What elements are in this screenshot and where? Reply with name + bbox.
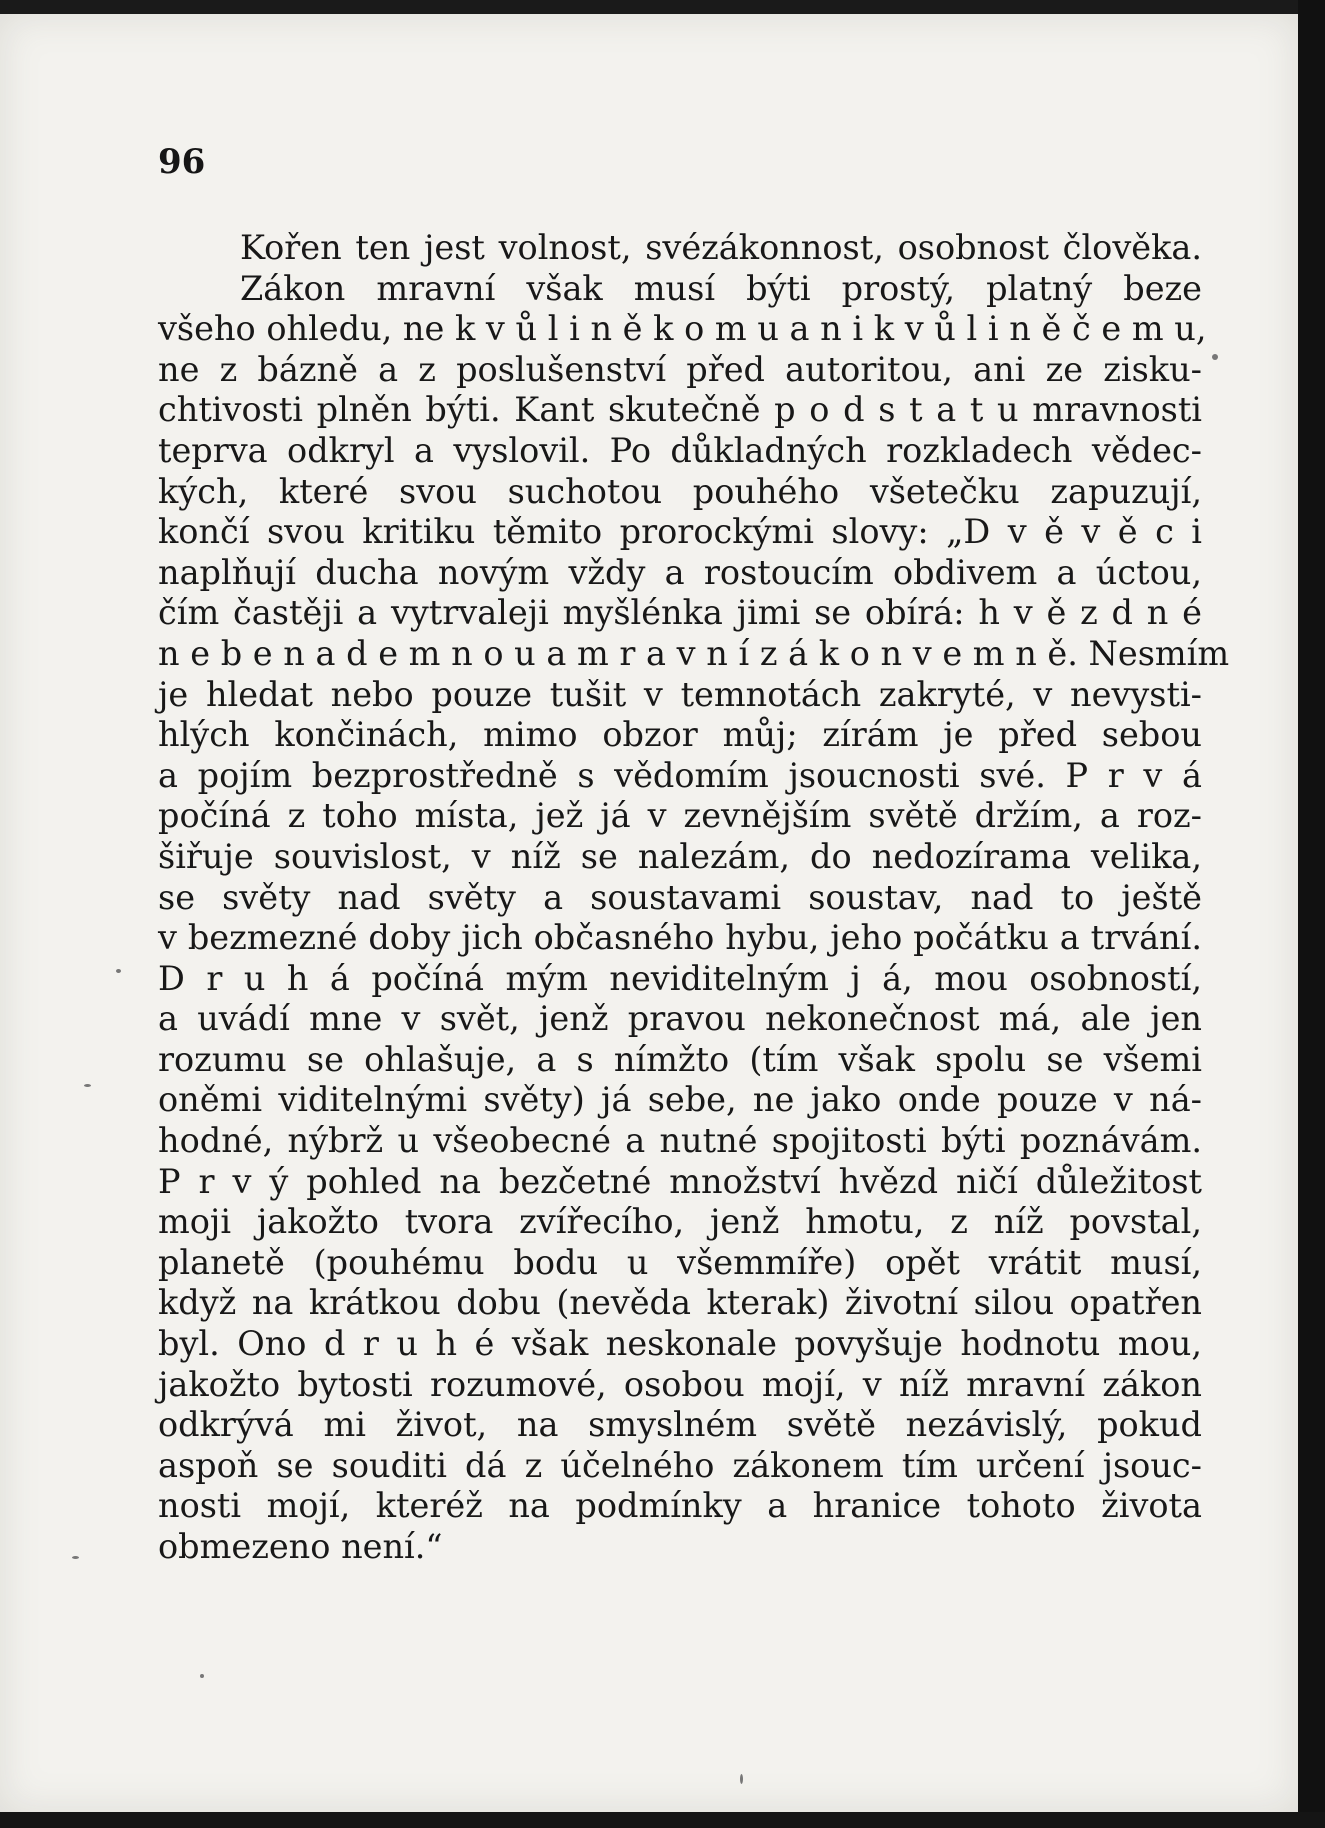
text-line: Kořen ten jest volnost, svézákonnost, osobnost člověka. [240,228,1202,267]
text-line: chtivosti plněn býti. Kant skutečně p o d s t a t u mravnosti [158,390,1202,430]
text-line: Zákon mravní však musí býti prostý, platný beze [240,268,1202,308]
paper-speck [116,969,121,973]
scan-border-bottom [0,1812,1325,1828]
text-line: šiřuje souvislost, v níž se nalezám, do nedozírama velika, [158,836,1202,876]
text-line: jakožto bytosti rozumové, osobou mojí, v níž mravní zákon [158,1364,1202,1404]
paper-speck [84,1084,91,1087]
text-line: rozumu se ohlašuje, a s nímžto (tím však spolu se všemi [158,1039,1202,1079]
paper-speck [72,1556,79,1559]
text-line: kých, které svou suchotou pouhého všetečku zapuzují, [158,471,1202,511]
paper-speck [1212,354,1218,360]
text-line: odkrývá mi život, na smyslném světě nezávislý, pokud [158,1405,1202,1445]
text-line: končí svou kritiku těmito prorockými slovy: „D v ě v ě c i [158,512,1202,552]
text-line: D r u h á počíná mým neviditelným j á, mou osobností, [158,958,1202,998]
text-line: počíná z toho místa, jež já v zevnějším světě držím, a roz- [158,796,1202,836]
text-line: se světy nad světy a soustavami soustav, nad to ještě [158,877,1202,917]
text-line: a pojím bezprostředně s vědomím jsoucnosti své. P r v á [158,755,1202,795]
text-line: n e b e n a d e m n o u a m r a v n í z á k o n v e m n ě. Nesmím [158,633,1230,673]
text-line: aspoň se souditi dá z účelného zákonem tím určení jsouc- [158,1445,1202,1485]
text-line: když na krátkou dobu (nevěda kterak) životní silou opatřen [158,1283,1202,1323]
text-line: všeho ohledu, ne k v ů l i n ě k o m u a n i k v ů l i n ě č e m u, [158,309,1207,349]
paper-speck [740,1774,743,1784]
text-line: čím častěji a vytrvaleji myšlénka jimi se obírá: h v ě z d n é [158,593,1202,633]
text-line: obmezeno není.“ [158,1527,443,1566]
body-text [158,228,1230,1568]
text-line: je hledat nebo pouze tušit v temnotách zakryté, v nevysti- [158,674,1202,714]
text-line: v bezmezné doby jich občasného hybu, jeho počátku a trvání. [158,918,1202,958]
text-line: moji jakožto tvora zvířecího, jenž hmotu, z níž povstal, [158,1202,1202,1242]
text-line: naplňují ducha novým vždy a rostoucím obdivem a úctou, [158,552,1202,592]
text-line: planetě (pouhému bodu u všemmíře) opět vrátit musí, [158,1242,1202,1282]
paper-speck [200,1674,204,1678]
text-line: byl. Ono d r u h é však neskonale povyšuje hodnotu mou, [158,1324,1202,1364]
text-line: P r v ý pohled na bezčetné množství hvězd ničí důležitost [158,1161,1202,1201]
text-line: hlých končinách, mimo obzor můj; zírám je před sebou [158,715,1202,755]
page-number: 96 [158,142,206,182]
text-line: ne z bázně a z poslušenství před autoritou, ani ze zisku- [158,349,1202,389]
text-line: teprva odkryl a vyslovil. Po důkladných rozkladech vědec- [158,430,1202,470]
text-line: oněmi viditelnými světy) já sebe, ne jako onde pouze v ná- [158,1080,1202,1120]
book-page [0,14,1298,1812]
text-line: nosti mojí, kteréž na podmínky a hranice tohoto života [158,1486,1202,1526]
scan-border-right [1298,0,1325,1828]
text-line: a uvádí mne v svět, jenž pravou nekonečnost má, ale jen [158,999,1202,1039]
text-line: hodné, nýbrž u všeobecné a nutné spojitosti býti poznávám. [158,1121,1202,1161]
